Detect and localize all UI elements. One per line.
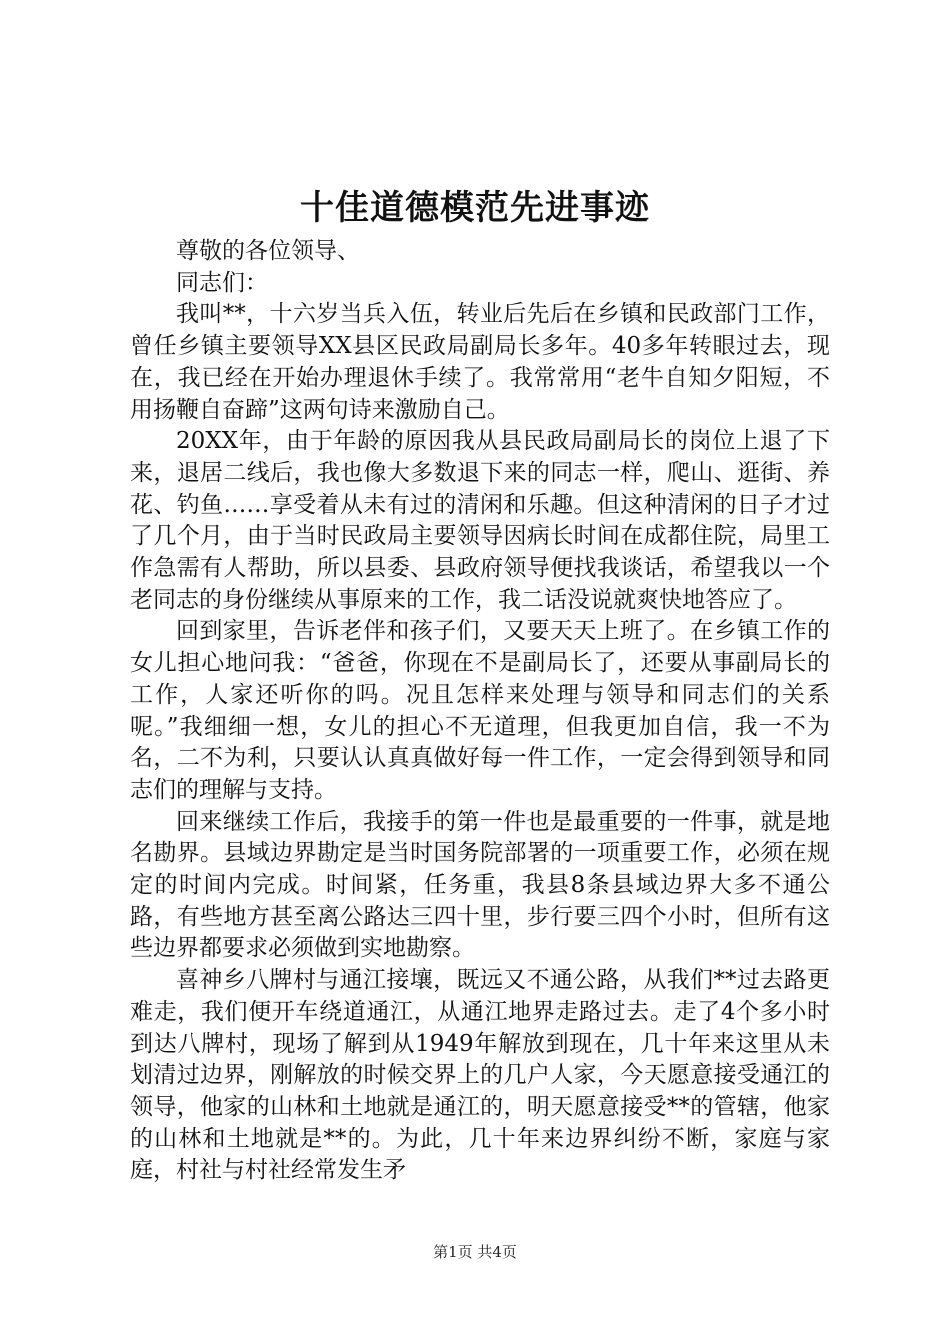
paragraph-3: 回到家里，告诉老伴和孩子们，又要天天上班了。在乡镇工作的女儿担心地问我：“爸爸，你现在不是副局长了，还要从事副局长的工作，人家还听你的吗。况且怎样来处理与领导和同志们的关系呢。”我细细一想，女儿的担心不无道理，但我更加自信，我一不为名，二不为利，只要认认真真做好每一件工作，一定会得到领导和同志们的理解与支持。 [130,618,830,803]
page-number-footer: 第1页 共4页 [433,1243,517,1261]
salutation-line-2: 同志们： [176,269,268,296]
paragraph-1: 我叫**，十六岁当兵入伍，转业后先后在乡镇和民政部门工作，曾任乡镇主要领导XX县区民政局副局长多年。40多年转眼过去，现在，我已经在开始办理退休手续了。我常常用“老牛自知夕阳短，不用扬鞭自奋蹄”这两句诗来激励自己。 [130,301,830,423]
paragraph-4: 回来继续工作后，我接手的第一件也是最重要的一件事，就是地名勘界。县域边界勘定是当时国务院部署的一项重要工作，必须在规定的时间内完成。时间紧，任务重，我县8条县域边界大多不通公路，有些地方甚至离公路达三四十里，步行要三四个小时，但所有这些边界都要求必须做到实地勘察。 [130,808,830,962]
paragraph-5: 喜神乡八牌村与通江接壤，既远又不通公路，从我们**过去路更难走，我们便开车绕道通江，从通江地界走路过去。走了4个多小时到达八牌村，现场了解到从1949年解放到现在，几十年来这里从未划清过边界，刚解放的时候交界上的几户人家，今天愿意接受通江的领导，他家的山林和土地就是通江的，明天愿意接受**的管辖，他家的山林和土地就是**的。为此，几十年来边界纠纷不断，家庭与家庭，村社与村社经常发生矛 [130,967,830,1184]
document-title: 十佳道德模范先进事迹 [300,188,650,228]
salutation-line-1: 尊敬的各位领导、 [176,238,360,264]
paragraph-2: 20XX年，由于年龄的原因我从县民政局副局长的岗位上退了下来，退居二线后，我也像大多数退下来的同志一样，爬山、逛街、养花、钓鱼……享受着从未有过的清闲和乐趣。但这种清闲的日子才过了几个月，由于当时民政局主要领导因病长时间在成都住院，局里工作急需有人帮助，所以县委、县政府领导便找我谈话，希望我以一个老同志的身份继续从事原来的工作，我二话没说就爽快地答应了。 [130,428,830,613]
document-body [130,236,830,1187]
